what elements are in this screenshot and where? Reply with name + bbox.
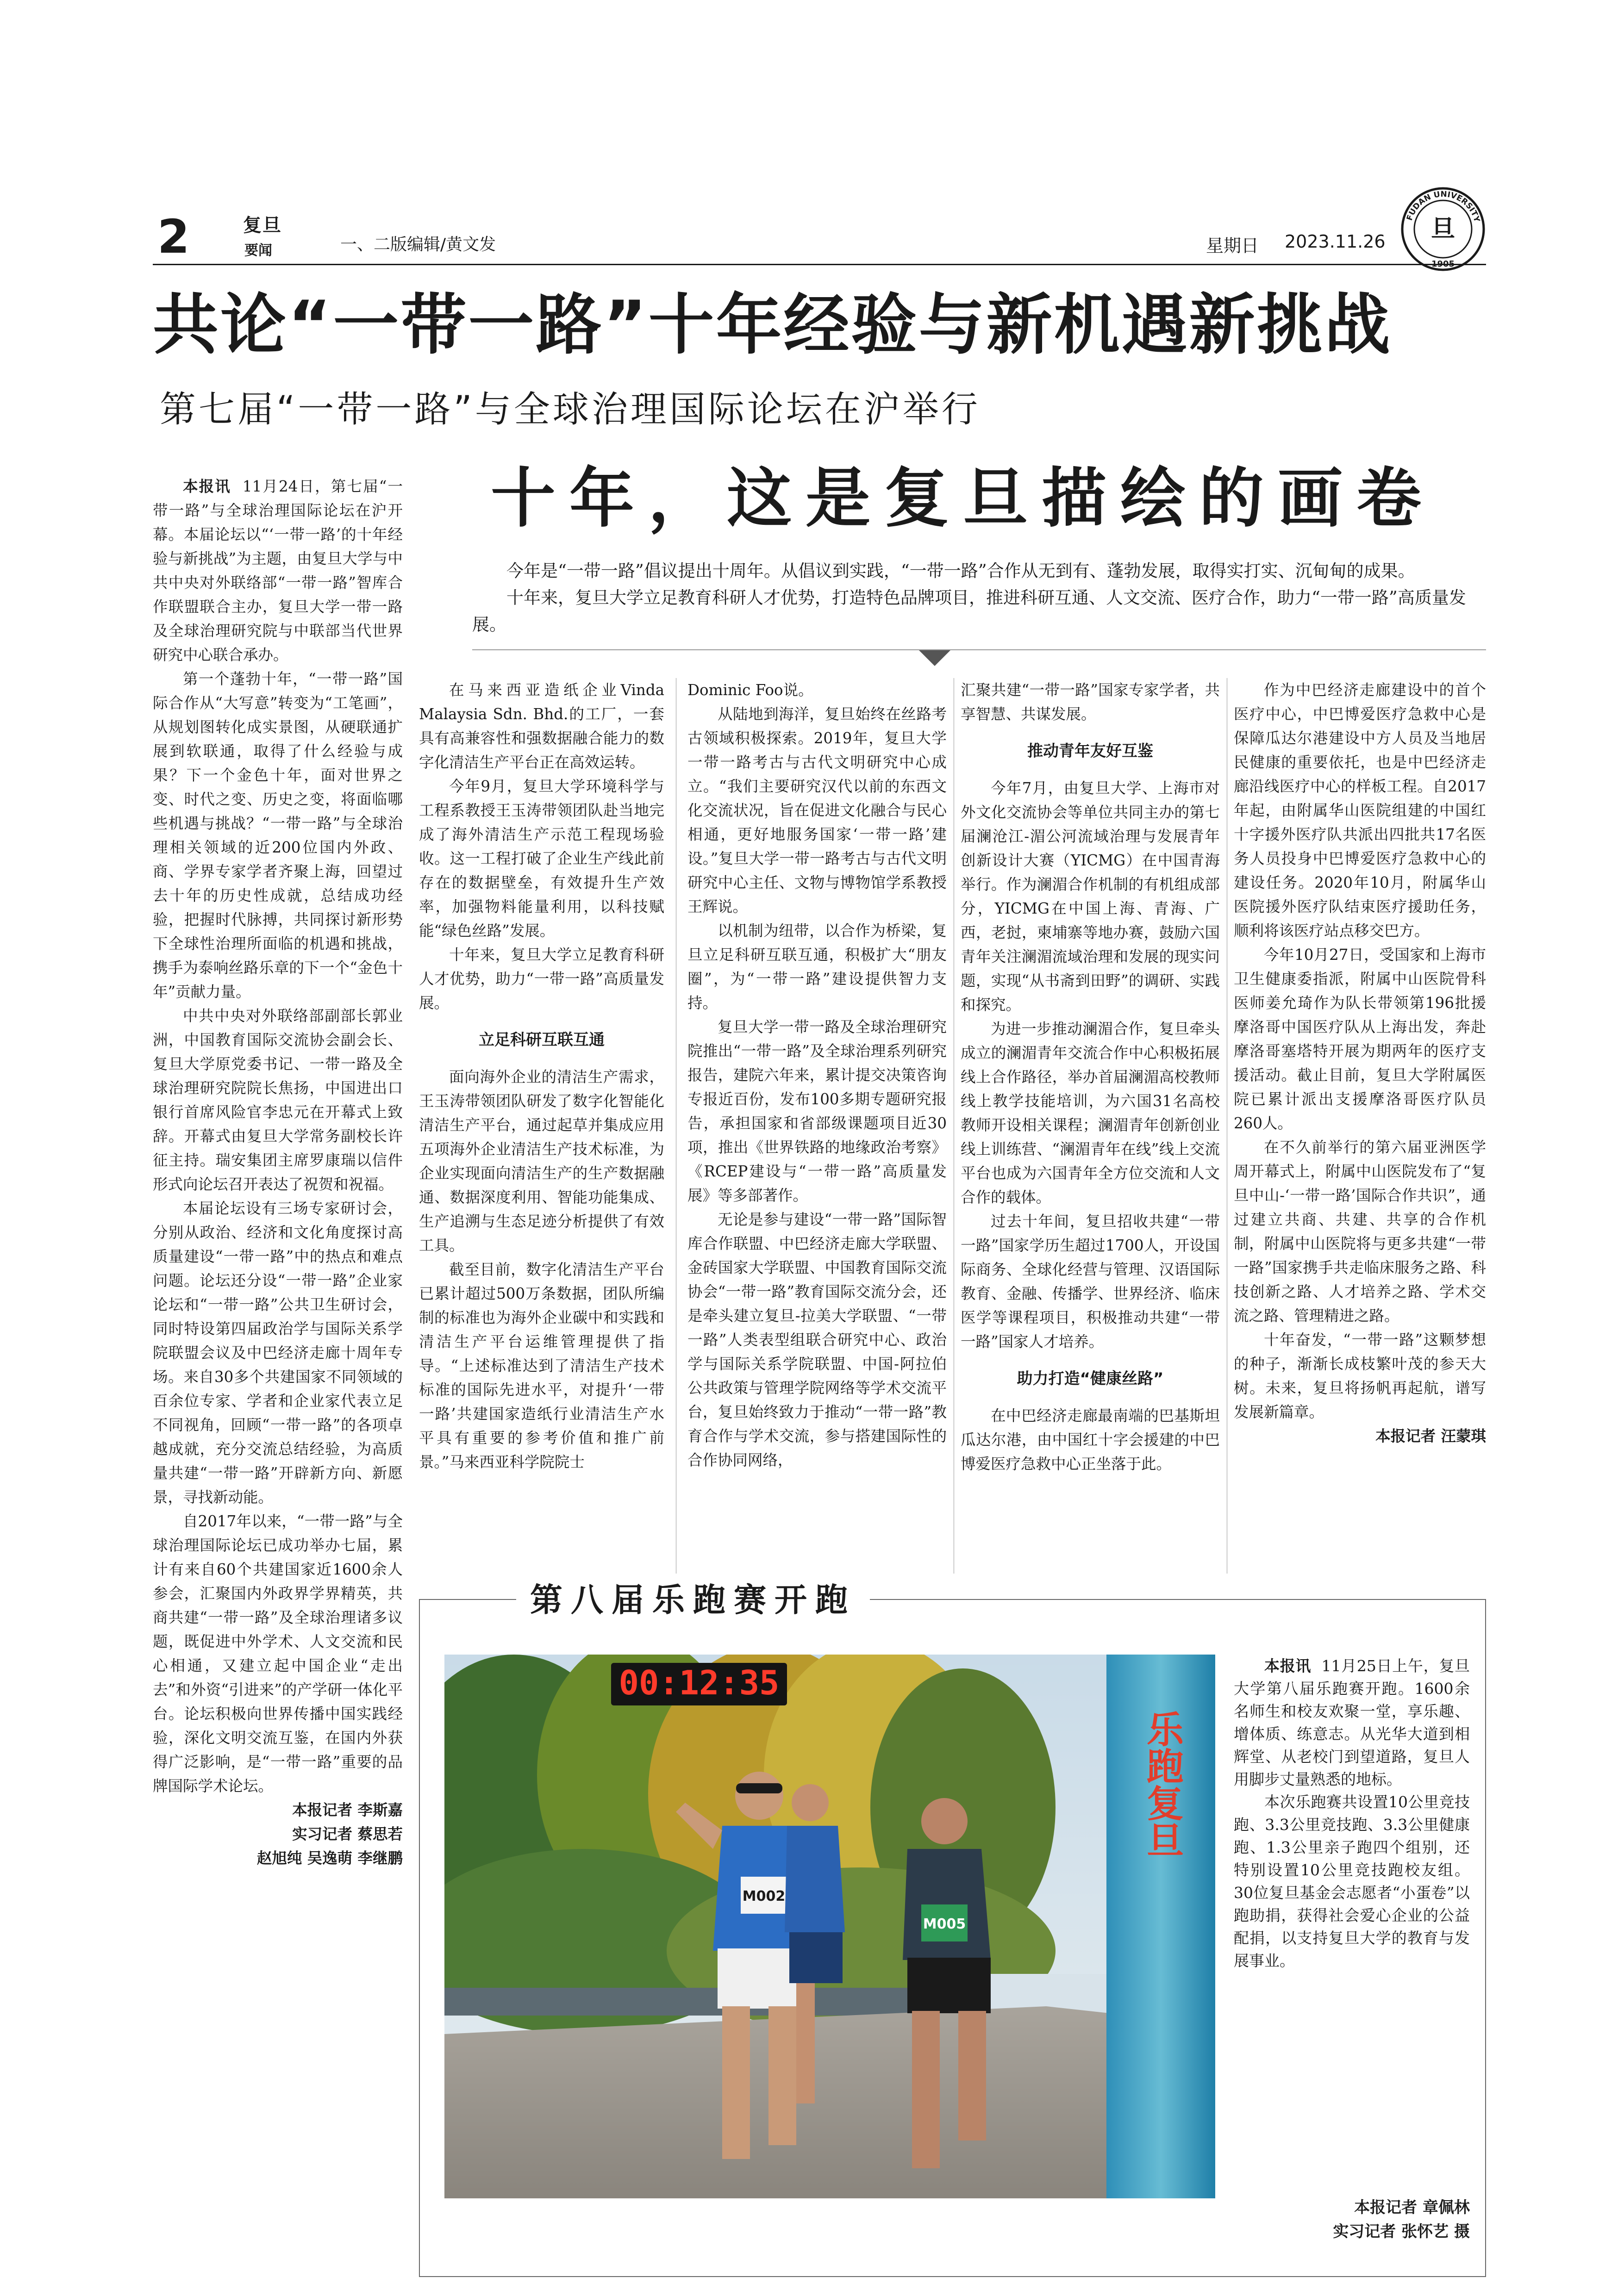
run-event-article <box>1234 1655 1470 1972</box>
paper-name: 复旦 <box>243 214 282 236</box>
main-article-paragraph: 自2017年以来，“一带一路”与全球治理国际论坛已成功举办七届，累计有来自60个共建国家近1600余人参会，汇聚国内外政界学界精英，共商共建“一带一路”及全球治理诸多议题，既促进中外学术、人文交流和民心相通，又建立起中国企业“走出去”和外资“引进来”的产学研一体化平台。论坛积极向世界传播中国实践经验，深化文明交流互鉴，在国内外获得广泛影响，是“一带一路”重要的品牌国际学术论坛。 <box>153 1512 403 1795</box>
photo-credit: 实习记者 张怀艺 摄 <box>1333 2222 1470 2241</box>
feature-paragraph: 在中巴经济走廊最南端的巴基斯坦瓜达尔港，由中国红十字会援建的中巴博爱医疗急救中心正坐落于此。 <box>961 1407 1220 1473</box>
main-article-column <box>153 474 403 1870</box>
section-subhead: 立足科研互联互通 <box>479 1031 605 1049</box>
feature-column-3 <box>961 678 1220 1476</box>
editor-credit: 一、二版编辑/黄文发 <box>340 235 496 254</box>
feature-paragraph: 在马来西亚造纸企业Vinda Malaysia Sdn. Bhd.的工厂，一套具有高兼容性和强数据融合能力的数字化清洁生产平台正在高效运转。 <box>419 681 664 771</box>
section-subhead: 助力打造“健康丝路” <box>1017 1369 1164 1388</box>
down-arrow-icon <box>919 650 950 666</box>
byline: 本报记者 章佩林 <box>1354 2198 1470 2217</box>
feature-paragraph: 今年10月27日，受国家和上海市卫生健康委指派，附属中山医院骨科医师姜允琦作为队长带领第196批援摩洛哥中国医疗队从上海出发，奔赴摩洛哥塞塔特开展为期两年的医疗支援活动。截止目前，复旦大学附属医院已累计派出支援摩洛哥医疗队员260人。 <box>1234 946 1486 1132</box>
feature-paragraph: 汇聚共建“一带一路”国家专家学者，共享智慧、共谋发展。 <box>961 681 1220 723</box>
feature-title: 十年，这是复旦描绘的画卷 <box>491 460 1436 536</box>
race-bib-left: M002 <box>742 1888 786 1904</box>
run-event-title: 第八届乐跑赛开跑 <box>516 1580 870 1619</box>
main-article-paragraph: 第一个蓬勃十年，“一带一路”国际合作从“大写意”转变为“工笔画”，从规划图转化成实景图，从硬联通扩展到软联通，取得了什么经验与成果？下一个金色十年，面对世界之变、时代之变、历史之变，将面临哪些机遇与挑战？“一带一路”与全球治理相关领域的近200位国内外政、商、学界专家学者齐聚上海，回望过去十年的历史性成就，总结成功经验，把握时代脉搏，共同探讨新形势下全球性治理所面临的机遇和挑战，携手为泰响丝路乐章的下一个“金色十年”贡献力量。 <box>153 670 403 1001</box>
feature-paragraph: 今年7月，由复旦大学、上海市对外文化交流协会等单位共同主办的第七届澜沧江-湄公河流域治理与发展青年创新设计大赛（YICMG）在中国青海举行。作为澜湄合作机制的有机组成部分，YICMG在中国上海、青海、广西，老挝，柬埔寨等地办赛，鼓励六国青年关注澜湄流域治理和发展的现实问题，实现“从书斋到田野”的调研、实践和探究。 <box>961 779 1220 1014</box>
feature-paragraph: 今年9月，复旦大学环境科学与工程系教授王玉涛带领团队赴当地完成了海外清洁生产示范工程现场验收。这一工程打破了企业生产线此前存在的数据壁垒，有效提升生产效率，加强物料能量利用，以科技赋能“绿色丝路”发展。 <box>419 778 664 940</box>
issue-date: 2023.11.26 <box>1285 231 1386 252</box>
page-headline: 共论“一带一路”十年经验与新机遇新挑战 <box>153 287 1392 363</box>
feature-column-2 <box>687 678 947 1472</box>
page-subheadline: 第七届“一带一路”与全球治理国际论坛在沪举行 <box>160 389 981 430</box>
byline: 本报记者 汪蒙琪 <box>1375 1427 1486 1445</box>
page-number: 2 <box>157 210 190 264</box>
svg-text:FUDAN UNIVERSITY: FUDAN UNIVERSITY <box>1405 189 1482 224</box>
race-bib-right: M005 <box>923 1916 966 1932</box>
byline: 本报记者 李斯嘉 <box>292 1801 403 1819</box>
feature-paragraph: 作为中巴经济走廊建设中的首个医疗中心，中巴博爱医疗急救中心是保障瓜达尔港建设中方人员及当地居民健康的重要依托，也是中巴经济走廊沿线医疗中心的样板工程。自2017年起，由附属华山医院组建的中国红十字援外医疗队共派出四批共17名医务人员投身中巴博爱医疗急救中心的建设任务。2020年10月，附属华山医院援外医疗队结束医疗援助任务，顺利将该医疗站点移交巴方。 <box>1234 681 1486 940</box>
feature-paragraph: 截至目前，数字化清洁生产平台已累计超过500万条数据，团队所编制的标准也为海外企业碳中和实践和清洁生产平台运维管理提供了指导。“上述标准达到了清洁生产技术标准的国际先进水平，对提升‘一带一路’共建国家造纸行业清洁生产水平具有重要的参考价值和推广前景。”马来西亚科学院院士 <box>419 1261 664 1471</box>
fudan-university-seal-logo <box>1399 185 1487 273</box>
feature-paragraph: 无论是参与建设“一带一路”国际智库合作联盟、中巴经济走廊大学联盟、金砖国家大学联盟、中国教育国际交流协会“一带一路”教育国际交流分会，还是牵头建立复旦-拉美大学联盟、“一带一路”人类表型组联合研究中心、政治学与国际关系学院联盟、中国-阿拉伯公共政策与管理学院网络等学术交流平台，复旦始终致力于推动“一带一路”教育合作与学术交流，参与搭建国际性的合作协同网络， <box>687 1211 947 1469</box>
byline: 赵旭纯 吴逸萌 李继鹏 <box>256 1849 403 1867</box>
race-timer: 00:12:35 <box>618 1663 780 1702</box>
feature-paragraph: 过去十年间，复旦招收共建“一带一路”国家学历生超过1700人，开设国际商务、全球化经营与管理、汉语国际教育、金融、传播学、世界经济、临床医学等课程项目，积极推动共建“一带一路”国家人才培养。 <box>961 1213 1220 1350</box>
marathon-photo <box>444 1655 1215 2198</box>
svg-text:旦: 旦 <box>1430 215 1455 243</box>
main-article-paragraph: 中共中央对外联络部副部长郭业洲，中国教育国际交流协会副会长、复旦大学原党委书记、一带一路及全球治理研究院院长焦扬，中国进出口银行首席风险官李忠元在开幕式上致辞。开幕式由复旦大学常务副校长许征主持。瑞安集团主席罗康瑞以信件形式向论坛召开表达了祝贺和祝福。 <box>153 1007 403 1193</box>
main-article-paragraph: 本届论坛设有三场专家研讨会，分别从政治、经济和文化角度探讨高质量建设“一带一路”中的热点和难点问题。论坛还分设“一带一路”企业家论坛和“一带一路”公共卫生研讨会，同时特设第四届政治学与国际关系学院联盟会议及中巴经济走廊十周年专场。来自30多个共建国家不同领域的百余位专家、学者和企业家代表立足不同视角，回顾“一带一路”的各项卓越成就，充分交流总结经验，为高质量共建“一带一路”开辟新方向、新愿景，寻找新动能。 <box>153 1200 403 1506</box>
weekday: 星期日 <box>1206 236 1259 256</box>
run-paragraph: 本报讯 11月25日上午，复旦大学第八届乐跑赛开跑。1600余名师生和校友欢聚一堂，享乐趣、增体质、练意志。从光华大道到相辉堂、从老校门到望道路，复旦人用脚步丈量熟悉的地标。 <box>1234 1657 1470 1788</box>
byline: 实习记者 蔡思若 <box>292 1825 403 1843</box>
run-paragraph: 本次乐跑赛共设置10公里竞技跑、3.3公里竞技跑、3.3公里健康跑、1.3公里亲子跑四个组别，还特别设置10公里竞技跑校友组。30位复旦基金会志愿者“小蛋卷”以跑助捐，获得社会爱心企业的公益配捐，以支持复旦大学的教育与发展事业。 <box>1234 1793 1470 1970</box>
feature-column-1 <box>419 678 664 1474</box>
feature-paragraph: 以机制为纽带，以合作为桥梁，复旦立足科研互联互通，积极扩大“朋友圈”，为“一带一路”建设提供智力支持。 <box>687 922 947 1012</box>
feature-intro <box>472 558 1486 638</box>
intro-paragraph: 今年是“一带一路”倡议提出十周年。从倡议到实践，“一带一路”合作从无到有、蓬勃发展，取得实打实、沉甸甸的成果。 <box>506 561 1415 581</box>
feature-column-4 <box>1234 678 1486 1448</box>
feature-paragraph: 十年奋发，“一带一路”这颗梦想的种子，渐渐长成枝繁叶茂的参天大树。未来，复旦将扬帆再起航，谱写发展新篇章。 <box>1234 1331 1486 1421</box>
section-name: 要闻 <box>244 243 272 259</box>
feature-paragraph: 从陆地到海洋，复旦始终在丝路考古领域积极探索。2019年，复旦大学一带一路考古与古代文明研究中心成立。“我们主要研究汉代以前的东西文化交流状况，旨在促进文化融合与民心相通，更好地服务国家‘一带一路’建设。”复旦大学一带一路考古与古代文明研究中心主任、文物与博物馆学系教授王辉说。 <box>687 705 947 915</box>
feature-paragraph: 在不久前举行的第六届亚洲医学周开幕式上，附属中山医院发布了“复旦中山-‘一带一路’国际合作共识”，通过建立共商、共建、共享的合作机制，附属中山医院将与更多共建“一带一路”国家携手共走临床服务之路、科技创新之路、人才培养之路、学术交流之路、管理精进之路。 <box>1234 1139 1486 1325</box>
intro-divider <box>472 649 1486 650</box>
lead-label: 本报讯 <box>183 478 231 495</box>
feature-paragraph: 为进一步推动澜湄合作，复旦牵头成立的澜湄青年交流合作中心积极拓展线上合作路径，举办首届澜湄高校教师线上教学技能培训，为六国31名高校教师开设相关课程；澜湄青年创新创业线上训练营、“澜湄青年在线”线上交流平台也成为六国青年全方位交流和人文合作的载体。 <box>961 1020 1220 1206</box>
main-article-paragraph: 本报讯 11月24日，第七届“一带一路”与全球治理国际论坛在沪开幕。本届论坛以“‘一带一路’的十年经验与新挑战”为主题，由复旦大学与中共中央对外联络部“一带一路”智库合作联盟联合主办，复旦大学一带一路及全球治理研究院与中联部当代世界研究中心联合承办。 <box>153 478 403 664</box>
feature-paragraph: 面向海外企业的清洁生产需求，王玉涛带领团队研发了数字化智能化清洁生产平台，通过起草并集成应用五项海外企业清洁生产技术标准，为企业实现面向清洁生产的生产数据融通、数据深度利用、智能功能集成、生产追溯与生态足迹分析提供了有效工具。 <box>419 1068 664 1254</box>
intro-paragraph: 十年来，复旦大学立足教育科研人才优势，打造特色品牌项目，推进科研互通、人文交流、医疗合作，助力“一带一路”高质量发展。 <box>472 588 1466 635</box>
feature-paragraph: 十年来，复旦大学立足教育科研人才优势，助力“一带一路”高质量发展。 <box>419 946 664 1012</box>
arch-text: 乐跑复旦 <box>1140 1710 1184 1858</box>
feature-paragraph: 复旦大学一带一路及全球治理研究院推出“一带一路”及全球治理系列研究报告，建院六年来，累计提交决策咨询专报近百份，发布100多期专题研究报告，承担国家和省部级课题项目近30项，推出《世界铁路的地缘政治考察》《RCEP建设与“一带一路”高质量发展》等多部著作。 <box>687 1018 947 1204</box>
section-subhead: 推动青年友好互鉴 <box>1027 742 1153 760</box>
lead-label: 本报讯 <box>1264 1657 1312 1675</box>
svg-text:1905: 1905 <box>1431 259 1455 269</box>
masthead-rule <box>153 264 1486 265</box>
feature-paragraph: Dominic Foo说。 <box>687 681 813 699</box>
